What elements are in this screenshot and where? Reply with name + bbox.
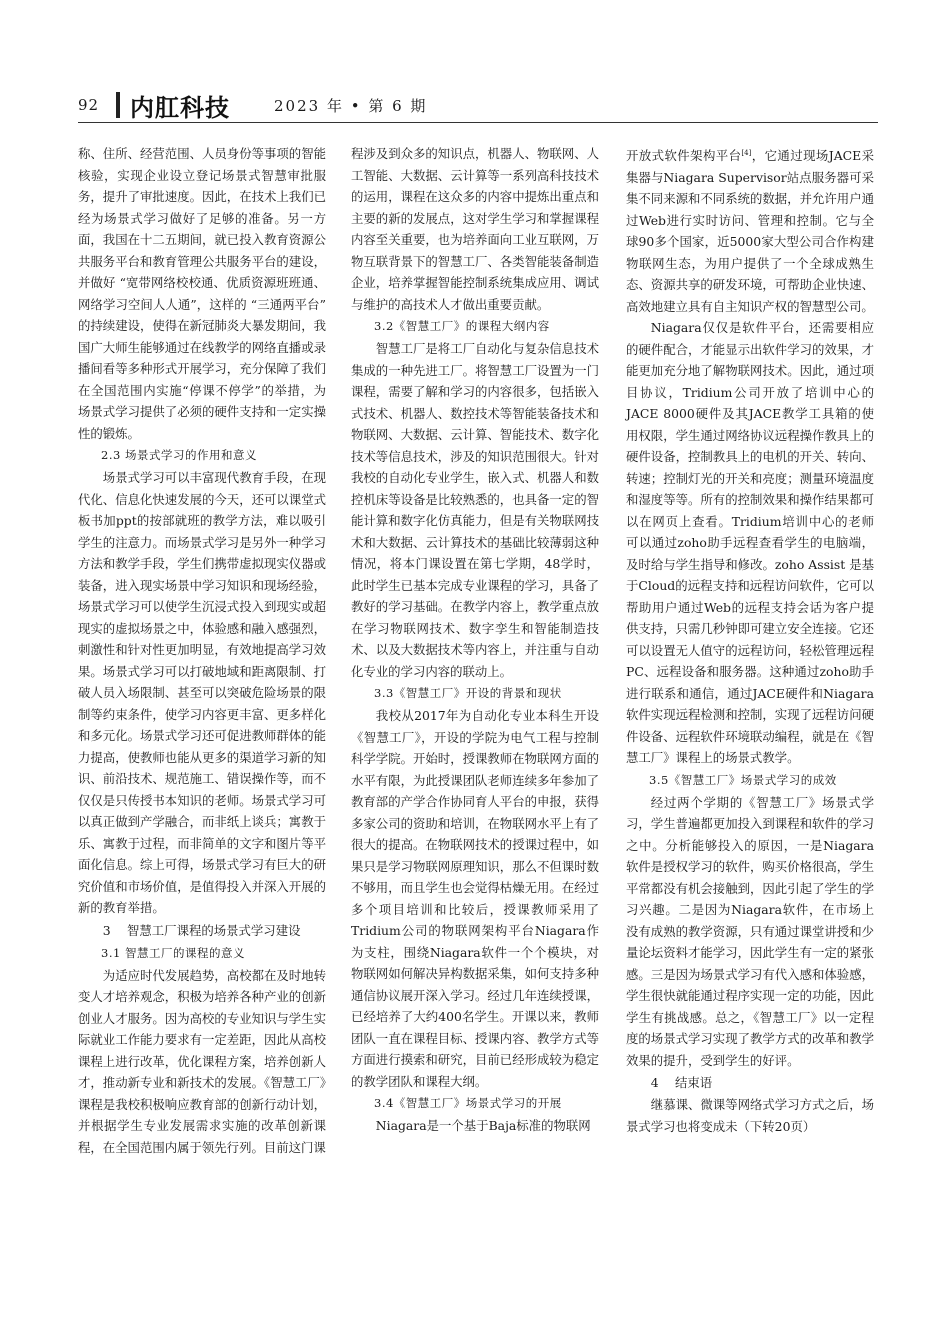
- paragraph: 经过两个学期的《智慧工厂》场景式学习，学生普遍都更加投入到课程和软件的学习之中。分析能够投入的原因，一是Niagara软件是授权学习的软件，购买价格很高，学生平常都没有机会接触到，因此引起了学生的学习兴趣。二是因为Niagara软件，在市场上没有成熟的教学资源，只有通过课堂讲授和少量论坛资料才能学习，因此学生有一定的紧张感。三是因为场景式学习有代入感和体验感，学生很快就能通过程序实现一定的功能，因此学生有挑战感。总之，《智慧工厂》以一定程度的场景式学习实现了教学方式的改革和教学效果的提升，受到学生的好评。: [626, 794, 874, 1068]
- paragraph: 场景式学习可以丰富现代教育手段，在现代化、信息化快速发展的今天，还可以课堂式板书加ppt的按部就班的教学方法，难以吸引学生的注意力。而场景式学习是另外一种学习方法和教学手段，学生们携带虚拟现实仪器或装备，进入现实场景中学习知识和现场经验，场景式学习可以使学生沉浸式投入到现实或超现实的虚拟场景之中，体验感和融入感强烈，刺激性和针对性更加明显，有效地提高学习效果。场景式学习可以打破地域和距离限制、打破人员入场限制、甚至可以突破危险场景的限制等约束条件，使学习内容更丰富、更多样化和多元化。场景式学习还可促进教师群体的能力提高，使教师也能从更多的渠道学习新的知识、前沿技术、规范施工、错误操作等，而不仅仅是只传授书本知识的老师。场景式学习可以真正做到产学融合，而非纸上谈兵；寓教于乐、寓教于过程，而非简单的文字和图片等平面化信息。综上可得，场景式学习有巨大的研究价值和市场价值，是值得投入并深入开展的新的教育举措。: [78, 470, 326, 915]
- section-heading-4: 4 结束语: [650, 1075, 713, 1091]
- column-3: [626, 143, 874, 1137]
- paragraph: 称、住所、经营范围、人员身份等事项的智能核验，实现企业设立登记场景式智慧审批服务，提升了审批速度。因此，在技术上我们已经为场景式学习做好了足够的准备。另一方面，我国在十二五期间，就已投入教育资源公共服务平台和教育管理公共服务平台的建设，并做好 “宽带网络校校通、优质资源班班通、 网络学习空间人人通”，这样的 “三通两平台” 的持续建设，使得在新冠肺炎大暴发期间，我国广大师生能够通过在线教学的网络直播或录播间看等多种形式开展学习，充分保障了我们在全国范围内实施“停课不停学”的举措，为场景式学习提供了必须的硬件支持和一定实操性的锻炼。: [78, 146, 326, 441]
- paragraph: Niagara仅仅是软件平台，还需要相应的硬件配合，才能显示出软件学习的效果，才能更加充分地了解物联网技术。因此，通过项目协议，Tridium公司开放了培训中心的JACE 8000硬件及其JACE教学工具箱的使用权限，学生通过网络协议远程操作教具上的硬件设备，控制教具上的电机的开关、转向、转速；控制灯光的开关和亮度；测量环境温度和湿度等等。所有的控制效果和操作结果都可以在网页上查看。Tridium培训中心的老师可以通过zoho助手远程查看学生的电脑端，及时给与学生指导和修改。zoho Assist 是基于Cloud的远程支持和远程访问软件，它可以帮助用户通过Web的远程支持会话为客户提供支持，只需几秒钟即可建立安全连接。它还可以设置无人值守的远程访问，轻松管理远程 PC、远程设备和服务器。这种通过zoho助手进行联系和通信，通过JACE硬件和Niagara软件实现远程检测和控制，实现了远程访问硬件设备、远程软件环境联动编程，就是在《智慧工厂》课程上的场景式教学。: [626, 320, 874, 766]
- paragraph: 为适应时代发展趋势，高校都在及时地转变人才培养观念，积极为培养各种产业的创新创业人才服务。因为高校的专业知识与学生实际就业工作能力要求有一定差距，因此从高校课程上进行改革，优化课程方案，培养创新人才，推动新专业和新技术的发展。《智慧工厂》课程是我校积极响应教育部的创新行动计划，并根据学生专业发展需求实施的改革创新课程，在全国范围内属于领先行列。目前这门课: [78, 967, 326, 1155]
- header-divider: [116, 92, 120, 118]
- reference-marker: [4]: [741, 149, 752, 157]
- paragraph: 继慕课、微课等网络式学习方式之后，场景式学习也将变成未（下转20页）: [626, 1097, 874, 1134]
- page-number: 92: [78, 96, 100, 114]
- paragraph: Niagara是一个基于Baja标准的物联网: [375, 1118, 591, 1133]
- paragraph: 我校从2017年为自动化专业本科生开设《智慧工厂》，开设的学院为电气工程与控制科学学院。开始时，授课教师在物联网方面的水平有限，为此授课团队老师连续多年参加了教育部的产学合作协同育人平台的申报，获得多家公司的资助和培训，在物联网水平上有了很大的提高。在物联网技术的授课过程中，如果只是学习物联网原理知识，那么不但课时数不够用，而且学生也会觉得枯燥无用。在经过多个项目培训和比较后，授课教师采用了Tridium公司的物联网架构平台Niagara作为支柱，围绕Niagara软件一个个模块，对物联网如何解决异构数据采集，如何支持多种通信协议展开深入学习。经过几年连续授课，已经培养了大约400名学生。开课以来，教师团队一直在课程目标、授课内容、教学方式等方面进行摸索和研究，目前已经形成较为稳定的教学团队和课程大纲。: [351, 708, 599, 1089]
- paragraph-text: 开放式软件架构平台: [626, 148, 742, 164]
- column-1: [78, 143, 326, 1158]
- section-heading-2-3: 2.3 场景式学习的作用和意义: [101, 448, 257, 462]
- section-heading-3-4: 3.4《智慧工厂》场景式学习的开展: [374, 1096, 562, 1110]
- paragraph: 程涉及到众多的知识点，机器人、物联网、人工智能、大数据、云计算等一系列高科技技术的运用，课程在这众多的内容中提炼出重点和主要的新的发展点，这对学生学习和掌握课程内容至关重要，也为培养面向工业互联网，万物互联背景下的智慧工厂、各类智能装备制造企业，培养掌握智能控制系统集成应用、调试与维护的高技术人才做出重要贡献。: [351, 146, 599, 312]
- section-heading-3-2: 3.2《智慧工厂》的课程大纲内容: [374, 319, 550, 333]
- section-heading-3: 3 智慧工厂课程的场景式学习建设: [102, 922, 301, 938]
- section-heading-3-5: 3.5《智慧工厂》场景式学习的成效: [649, 772, 837, 787]
- paragraph: 智慧工厂是将工厂自动化与复杂信息技术集成的一种先进工厂。将智慧工厂设置为一门课程，需要了解和学习的内容很多，包括嵌入式技术、机器人、数控技术等智能装备技术和物联网、大数据、云计算、智能技术、数字化技术等信息技术，涉及的知识范围很大。针对我校的自动化专业学生，嵌入式、机器人和数控机床等设备是比较熟悉的，也具备一定的智能计算和数字化仿真能力，但是有关物联网技术和大数据、云计算技术的基础比较薄弱这种情况，将本门课设置在第七学期，48学时，此时学生已基本完成专业课程的学习，具备了教好的学习基础。在教学内容上，教学重点放在学习物联网技术、数字孪生和智能制造技术、以及大数据技术等内容上，并注重与自动化专业的学习内容的联动上。: [351, 341, 599, 679]
- header-rule: [78, 122, 878, 123]
- section-heading-3-1: 3.1 智慧工厂的课程的意义: [101, 945, 245, 960]
- journal-issue: 2023 年 • 第 6 期: [274, 97, 428, 115]
- paragraph-text: ，它通过现场JACE采集器与Niagara Supervisor站点服务器可采集不同来源和不同系统的数据，并允许用户通过Web进行实时访问、管理和控制。它与全球90多个国家，近5000家大型公司合作构建物联网生态，为用户提供了一个全球成熟生态、资源共享的研发环境，可帮助企业快速、高效地建立具有自主知识产权的智慧型公司。: [626, 148, 874, 314]
- column-2: [351, 143, 599, 1137]
- paragraph: [626, 143, 874, 317]
- page-header: [78, 88, 878, 124]
- journal-logo: 内肛科技: [130, 94, 230, 122]
- section-heading-3-3: 3.3《智慧工厂》开设的背景和现状: [374, 686, 562, 700]
